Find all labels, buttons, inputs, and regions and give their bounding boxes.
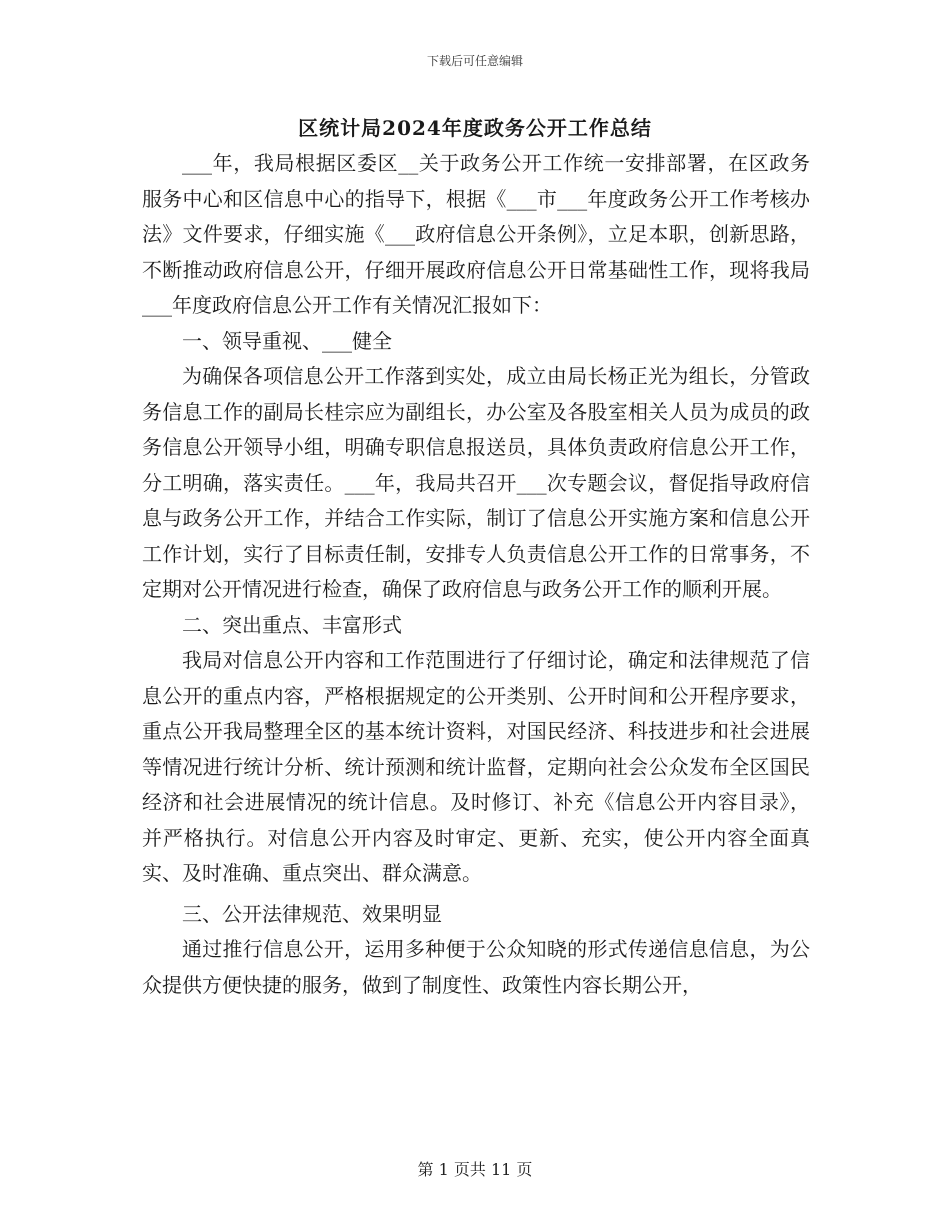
paragraph-section-3: 通过推行信息公开，运用多种便于公众知晓的形式传递信息信息，为公众提供方便快捷的服务，做到了制度性、政策性内容长期公开，	[142, 937, 810, 997]
paragraph-section-2: 我局对信息公开内容和工作范围进行了仔细讨论，确定和法律规范了信息公开的重点内容，严格根据规定的公开类别、公开时间和公开程序要求，重点公开我局整理全区的基本统计资料，对国民经济、科技进步和社会进展等情况进行统计分析、统计预测和统计监督，定期向社会公众发布全区国民经济和社会进展情况的统计信息。及时修订、补充《信息公开内容目录》，并严格执行。对信息公开内容及时审定、更新、充实，使公开内容全面真实、及时准确、重点突出、群众满意。	[142, 648, 810, 885]
page-number-footer: 第 1 页共 11 页	[417, 1160, 533, 1179]
page-header-note: 下载后可任意编辑	[426, 54, 523, 68]
paragraph-intro: ___年，我局根据区委区__关于政务公开工作统一安排部署，在区政务服务中心和区信息中心的指导下，根据《___市___年度政务公开工作考核办法》文件要求，仔细实施《___政府信息公开条例》，立足本职，创新思路，不断推动政府信息公开，仔细开展政府信息公开日常基础性工作，现将我局___年度政府信息公开工作有关情况汇报如下：	[142, 151, 810, 317]
paragraph-section-1: 为确保各项信息公开工作落到实处，成立由局长杨正光为组长，分管政务信息工作的副局长桂宗应为副组长，办公室及各股室相关人员为成员的政务信息公开领导小组，明确专职信息报送员，具体负责政府信息公开工作，分工明确，落实责任。___年，我局共召开___次专题会议，督促指导政府信息与政务公开工作，并结合工作实际，制订了信息公开实施方案和信息公开工作计划，实行了目标责任制，安排专人负责信息公开工作的日常事务，不定期对公开情况进行检查，确保了政府信息与政务公开工作的顺利开展。	[142, 364, 810, 601]
document-body	[142, 146, 810, 1003]
section-heading-1: 一、领导重视、___健全	[182, 328, 392, 353]
section-heading-2: 二、突出重点、丰富形式	[182, 612, 402, 637]
section-heading-3: 三、公开法律规范、效果明显	[182, 901, 442, 926]
document-title: 区统计局2024年度政务公开工作总结	[298, 116, 652, 140]
